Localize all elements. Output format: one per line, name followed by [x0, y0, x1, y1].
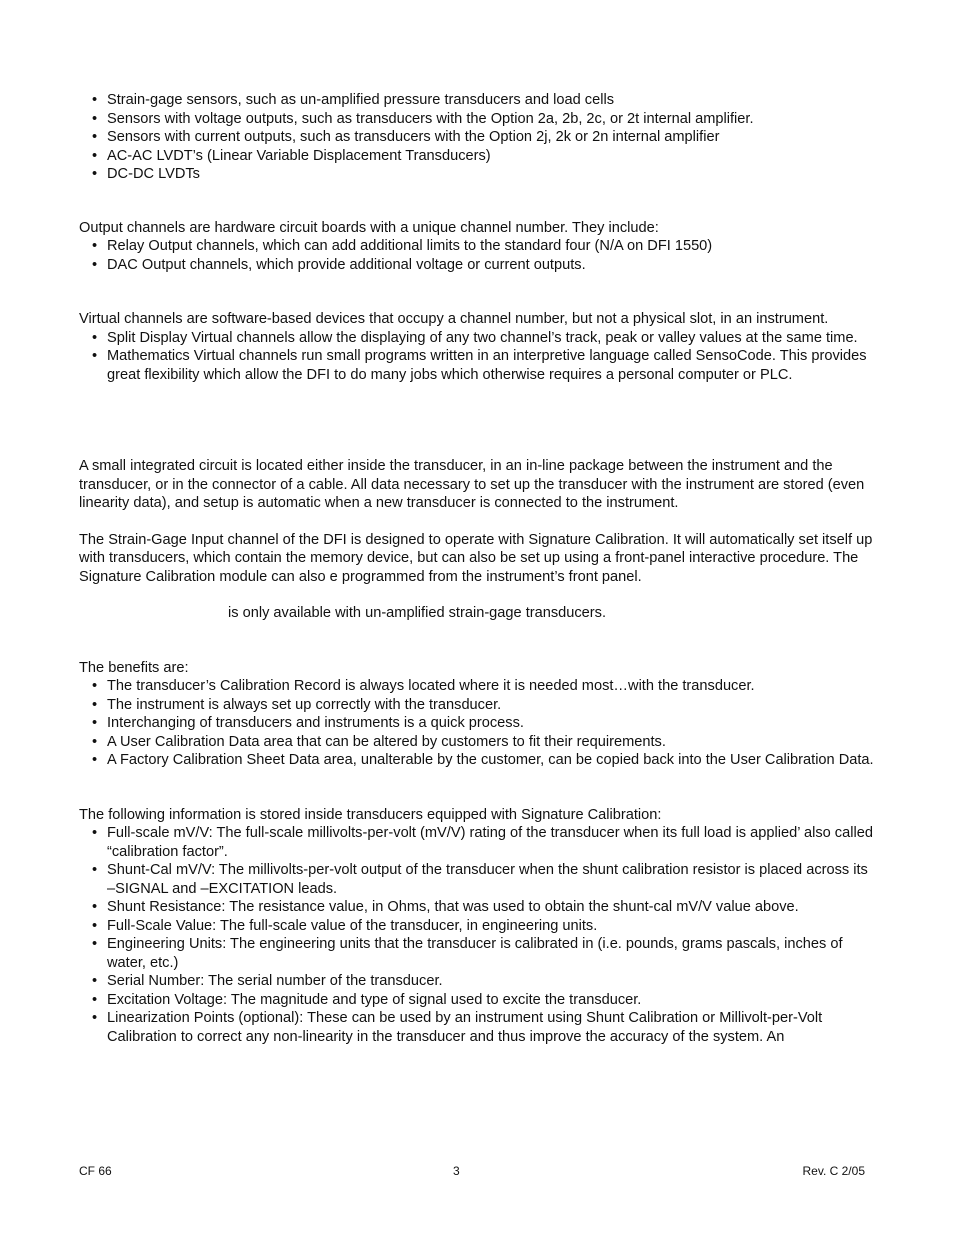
list-item: • A User Calibration Data area that can be altered by customers to fit their requirements. — [79, 733, 879, 752]
output-intro: Output channels are hardware circuit boards with a unique channel number. They include: — [79, 219, 659, 236]
output-channel-list — [79, 237, 879, 274]
list-item: • AC-AC LVDT’s (Linear Variable Displacement Transducers) — [79, 147, 879, 166]
list-item: • Sensors with voltage outputs, such as transducers with the Option 2a, 2b, 2c, or 2t internal amplifier. — [79, 110, 879, 129]
list-item: • Strain-gage sensors, such as un-amplified pressure transducers and load cells — [79, 91, 879, 110]
benefits-intro: The benefits are: — [79, 659, 189, 676]
footer-revision: Rev. C 2/05 — [802, 1164, 865, 1178]
list-item: • The transducer’s Calibration Record is always located where it is needed most…with the transducer. — [79, 677, 879, 696]
list-item: • Serial Number: The serial number of the transducer. — [79, 972, 879, 991]
list-item: • The instrument is always set up correctly with the transducer. — [79, 696, 879, 715]
virtual-channel-list — [79, 329, 879, 385]
benefits-list — [79, 677, 879, 770]
footer-page-number: 3 — [453, 1164, 460, 1178]
ic-paragraph: A small integrated circuit is located either inside the transducer, in an in-line package between the instrument and the transducer, or in the connector of a cable. All data necessary to set up the transducer with the instrument are stored (even linearity data), and setup is automatic when a new transducer is connected to the instrument. — [79, 458, 865, 511]
list-item: • DC-DC LVDTs — [79, 165, 879, 184]
list-item: • Linearization Points (optional): These can be used by an instrument using Shunt Calibration or Millivolt-per-Volt Calibration to correct any non-linearity in the transducer and thus improve the accuracy of the system. An — [79, 1009, 879, 1046]
list-item: • Relay Output channels, which can add additional limits to the standard four (N/A on DFI 1550) — [79, 237, 879, 256]
footer-doc-id: CF 66 — [79, 1164, 112, 1178]
list-item: • Full-scale mV/V: The full-scale millivolts-per-volt (mV/V) rating of the transducer when its full load is applied’ also called “calibration factor”. — [79, 824, 879, 861]
list-item: • Shunt-Cal mV/V: The millivolts-per-volt output of the transducer when the shunt calibration resistor is placed across its –SIGNAL and –EXCITATION leads. — [79, 861, 879, 898]
stored-info-intro: The following information is stored inside transducers equipped with Signature Calibration: — [79, 806, 662, 823]
stored-info-list — [79, 824, 879, 1046]
list-item: • Split Display Virtual channels allow the displaying of any two channel’s track, peak or valley values at the same time. — [79, 329, 879, 348]
list-item: • Engineering Units: The engineering units that the transducer is calibrated in (i.e. pounds, grams pascals, inches of water, etc.) — [79, 935, 879, 972]
list-item: • Excitation Voltage: The magnitude and type of signal used to excite the transducer. — [79, 991, 879, 1010]
list-item: • DAC Output channels, which provide additional voltage or current outputs. — [79, 256, 879, 275]
list-item: • Shunt Resistance: The resistance value, in Ohms, that was used to obtain the shunt-cal mV/V value above. — [79, 898, 879, 917]
strain-gage-paragraph: The Strain-Gage Input channel of the DFI is designed to operate with Signature Calibration. It will automatically set itself up with transducers, which contain the memory device, but can also be set up using a front-panel interactive procedure. The Signature Calibration module can also e programmed from the instrument’s front panel. — [79, 531, 873, 585]
list-item: • Interchanging of transducers and instruments is a quick process. — [79, 714, 879, 733]
list-item: • Full-Scale Value: The full-scale value of the transducer, in engineering units. — [79, 917, 879, 936]
input-sensor-list — [79, 91, 879, 184]
list-item: • Sensors with current outputs, such as transducers with the Option 2j, 2k or 2n internal amplifier — [79, 128, 879, 147]
list-item: • A Factory Calibration Sheet Data area, unalterable by the customer, can be copied back into the User Calibration Data. — [79, 751, 879, 770]
page-content — [79, 91, 879, 1046]
list-item: • Mathematics Virtual channels run small programs written in an interpretive language called SensoCode. This provides great flexibility which allow the DFI to do many jobs which otherwise requires a personal computer or PLC. — [79, 347, 879, 384]
availability-note: is only available with un-amplified strain-gage transducers. — [228, 605, 607, 621]
virtual-intro: Virtual channels are software-based devices that occupy a channel number, but not a physical slot, in an instrument. — [79, 311, 829, 327]
